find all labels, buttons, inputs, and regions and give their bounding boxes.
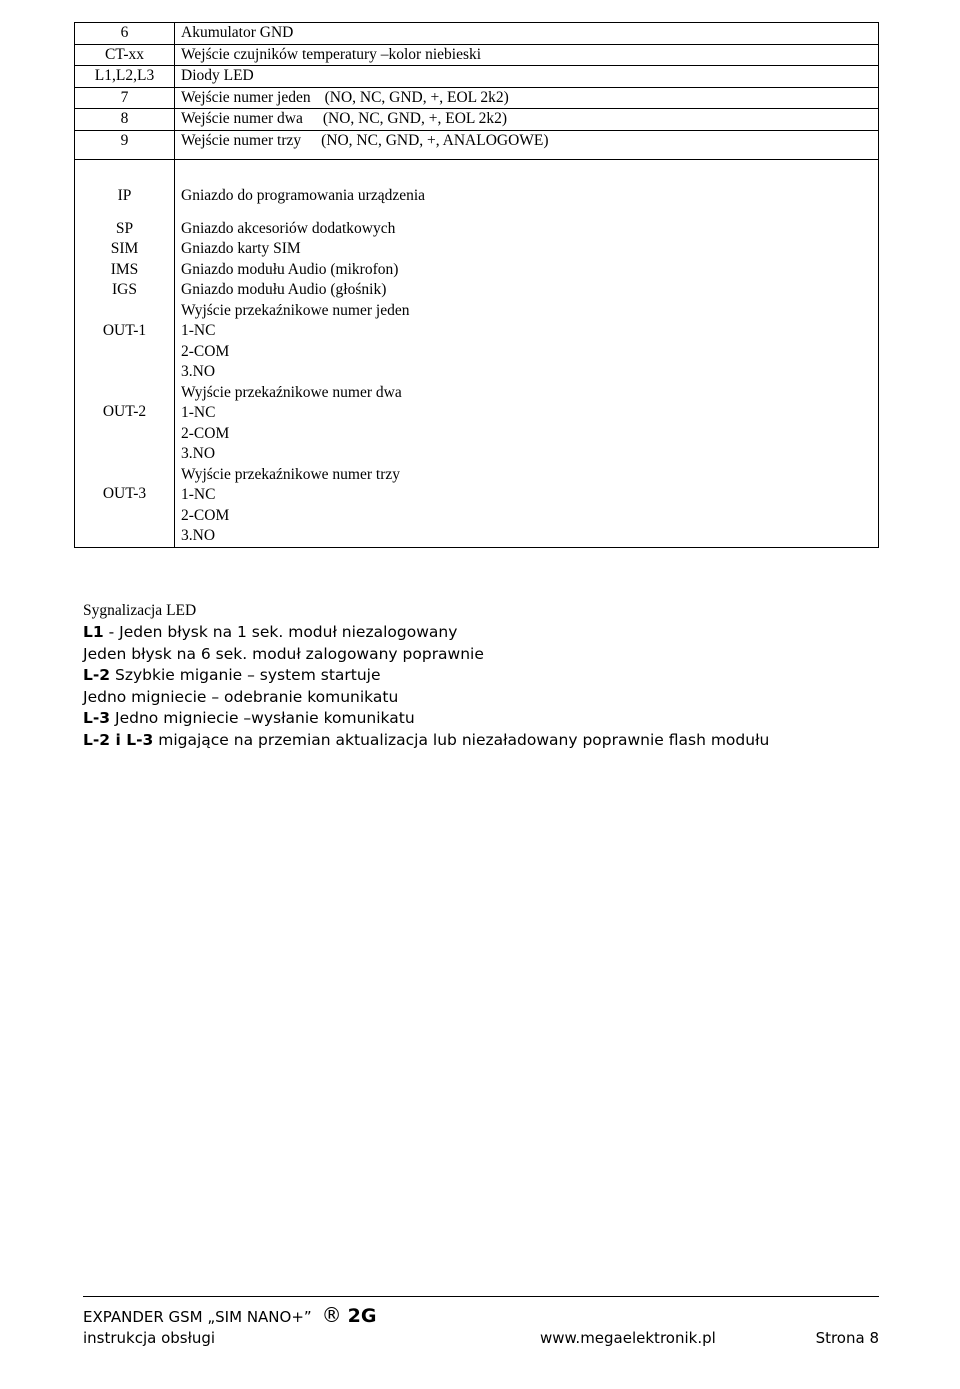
- output-title: Wyjście przekaźnikowe numer trzy: [181, 465, 400, 483]
- led-text: Jedno migniecie –wysłanie komunikatu: [110, 709, 415, 727]
- pin-desc: [181, 109, 878, 130]
- pin-desc: [181, 88, 878, 109]
- pin-desc: [181, 131, 878, 152]
- led-label: L-3: [83, 709, 111, 727]
- pin-code-cell: [75, 109, 175, 131]
- led-text: Szybkie miganie – system startuje: [110, 666, 381, 684]
- table-row: [75, 23, 879, 45]
- led-text: Jedno migniecie – odebranie komunikatu: [83, 687, 399, 706]
- led-line: [83, 644, 769, 666]
- pin-code-cell: [75, 130, 175, 160]
- pin-code: 6: [120, 24, 129, 41]
- led-text: Jeden błysk na 6 sek. moduł zalogowany poprawnie: [83, 644, 484, 663]
- pin-code: SIM: [110, 240, 139, 257]
- footer-divider: [83, 1296, 879, 1297]
- pin-desc: Gniazdo modułu Audio (mikrofon): [181, 260, 399, 278]
- led-label: L-2 i L-3: [83, 730, 154, 749]
- pin-desc-cell: [175, 160, 879, 548]
- led-line: [83, 665, 769, 687]
- pin-code: 8: [120, 110, 129, 127]
- pin-code-cell: [75, 44, 175, 66]
- pin-code: SP: [115, 219, 134, 237]
- led-text: migające na przemian aktualizacja lub niezaładowany poprawnie flash modułu: [153, 730, 770, 749]
- input-name: Wejście numer jeden: [181, 88, 311, 106]
- output-pin: 3.NO: [181, 445, 216, 462]
- pin-desc: Gniazdo karty SIM: [181, 240, 301, 257]
- led-signaling-section: [83, 600, 769, 751]
- input-modes: (NO, NC, GND, +, EOL 2k2): [322, 110, 508, 127]
- table-row: [75, 109, 879, 131]
- input-name: Wejście numer dwa: [181, 110, 303, 127]
- pin-desc-cell: [175, 66, 879, 88]
- pin-description-table: [74, 22, 879, 548]
- led-line: [83, 622, 769, 644]
- footer-product-line: [83, 1303, 377, 1327]
- table-row: [75, 44, 879, 66]
- table-row: [75, 66, 879, 88]
- input-modes: (NO, NC, GND, +, ANALOGOWE): [321, 131, 549, 149]
- pin-desc: Akumulator GND: [181, 24, 294, 41]
- pin-desc: Gniazdo modułu Audio (głośnik): [181, 281, 387, 298]
- product-name: EXPANDER GSM „SIM NANO+”: [83, 1308, 312, 1326]
- output-pin: 1-NC: [181, 404, 216, 421]
- led-line: [83, 730, 769, 752]
- led-text: - Jeden błysk na 1 sek. moduł niezalogowany: [103, 623, 458, 641]
- pin-desc: Diody LED: [181, 67, 254, 84]
- pin-code-cell: [75, 160, 175, 548]
- output-pin: 2-COM: [181, 342, 230, 360]
- output-pin: 3.NO: [181, 363, 216, 380]
- pin-desc: Wejście czujników temperatury –kolor niebieski: [181, 45, 482, 63]
- output-title: Wyjście przekaźnikowe numer dwa: [181, 383, 402, 401]
- pin-desc-cell: [175, 130, 879, 160]
- table-row: [75, 130, 879, 160]
- page-number: Strona 8: [815, 1329, 879, 1347]
- pin-desc-cell: [175, 44, 879, 66]
- registered-mark: ®: [321, 1303, 342, 1327]
- pin-desc-cell: [175, 23, 879, 45]
- output-pin: 1-NC: [181, 486, 216, 503]
- pin-code: 9: [120, 131, 129, 149]
- table-row-sockets: [75, 160, 879, 548]
- pin-desc: Gniazdo do programowania urządzenia: [181, 187, 426, 204]
- led-line: [83, 708, 769, 730]
- pin-code: 7: [120, 88, 129, 106]
- input-name: Wejście numer trzy: [181, 131, 302, 149]
- output-title: Wyjście przekaźnikowe numer jeden: [181, 301, 410, 319]
- pin-code-cell: [75, 23, 175, 45]
- led-line: [83, 687, 769, 709]
- pin-desc: Gniazdo akcesoriów dodatkowych: [181, 219, 396, 237]
- section-heading: Sygnalizacja LED: [83, 602, 197, 619]
- output-pin: 2-COM: [181, 506, 230, 524]
- output-pin: 1-NC: [181, 322, 216, 339]
- pin-code-cell: [75, 87, 175, 109]
- table-row: [75, 87, 879, 109]
- output-pin: 3.NO: [181, 527, 216, 544]
- pin-desc-cell: [175, 87, 879, 109]
- website-link[interactable]: www.megaelektronik.pl: [540, 1329, 716, 1347]
- pin-code: IGS: [112, 281, 137, 298]
- led-label: L1: [83, 623, 104, 641]
- led-label: L-2: [83, 666, 111, 684]
- pin-code: IMS: [110, 260, 139, 278]
- pin-code: IP: [117, 187, 132, 204]
- document-type: instrukcja obsługi: [83, 1329, 216, 1347]
- network-badge: 2G: [347, 1305, 377, 1327]
- input-modes: (NO, NC, GND, +, EOL 2k2): [324, 88, 509, 106]
- output-code: OUT-2: [102, 403, 147, 420]
- output-code: OUT-3: [102, 484, 147, 502]
- output-code: OUT-1: [102, 321, 147, 339]
- pin-desc-cell: [175, 109, 879, 131]
- pin-code-cell: [75, 66, 175, 88]
- output-pin: 2-COM: [181, 424, 230, 442]
- pin-code: CT-xx: [104, 45, 145, 63]
- pin-code: L1,L2,L3: [94, 67, 155, 84]
- footer-info-line: [83, 1329, 879, 1349]
